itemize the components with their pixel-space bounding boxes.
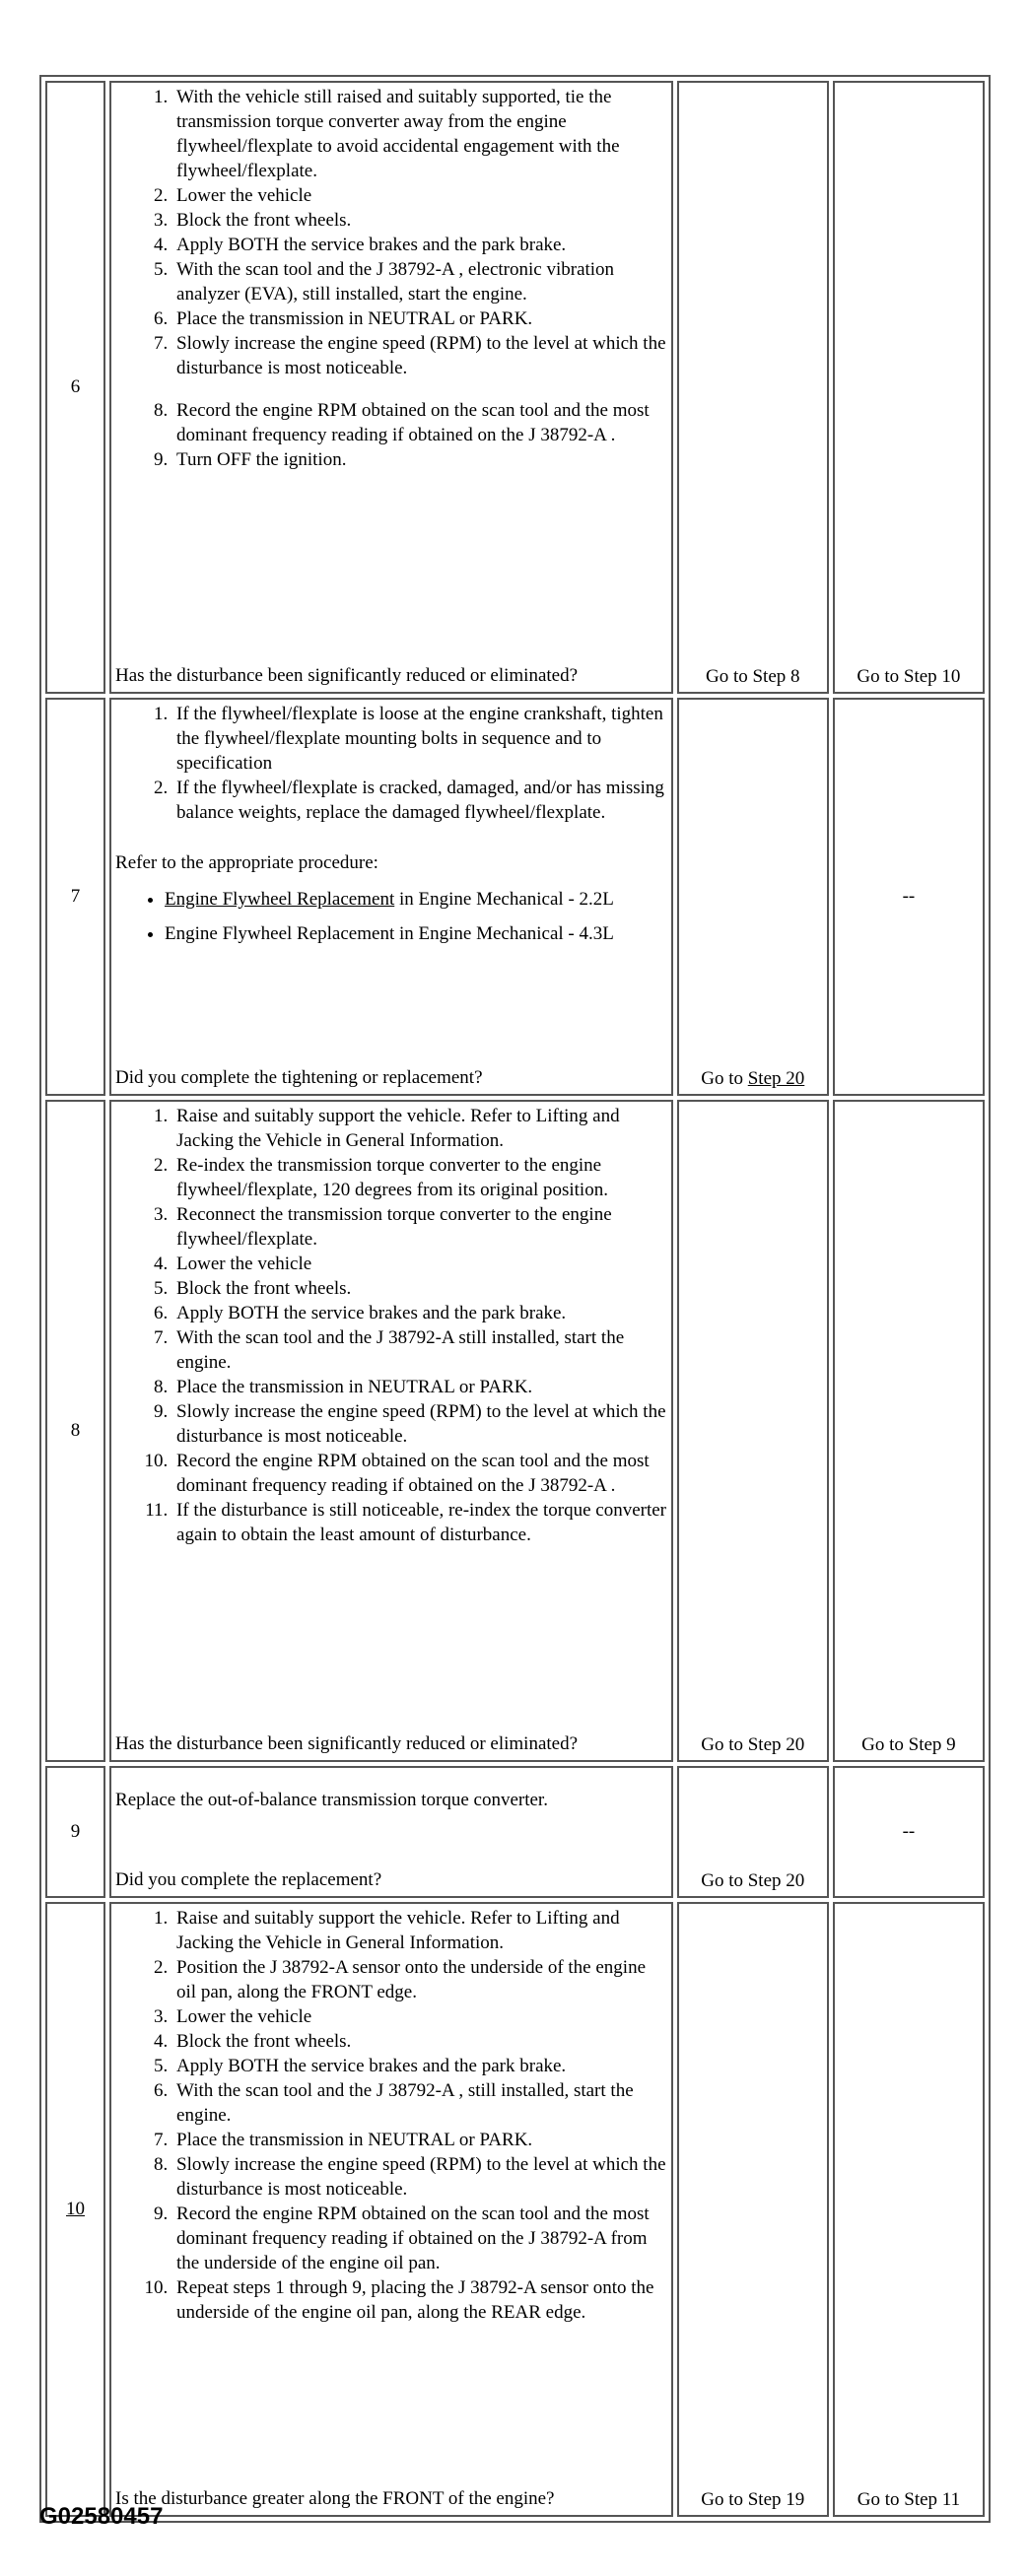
- list-item: 2. Position the J 38792-A sensor onto the underside of the engine oil pan, along the FRONT edge.: [172, 1955, 669, 2004]
- yes-cell: Go to Step 19: [677, 1902, 829, 2517]
- action-list: [115, 702, 669, 825]
- step-number: 7: [45, 698, 105, 1096]
- list-item: 3. Reconnect the transmission torque converter to the engine flywheel/flexplate.: [172, 1202, 669, 1252]
- step-number: 6: [45, 81, 105, 694]
- list-item: 10. Record the engine RPM obtained on the scan tool and the most dominant frequency reading if obtained on the J 38792-A .: [172, 1449, 669, 1498]
- question-text: Has the disturbance been significantly reduced or eliminated?: [115, 1733, 579, 1754]
- list-item: 5. Block the front wheels.: [172, 1276, 669, 1301]
- step-number: 9: [45, 1766, 105, 1898]
- refer-text: Refer to the appropriate procedure:: [115, 852, 378, 873]
- step-number: [45, 1902, 105, 2517]
- action-text: Replace the out-of-balance transmission torque converter.: [115, 1790, 548, 1810]
- list-item: 1. Raise and suitably support the vehicle. Refer to Lifting and Jacking the Vehicle in General Information.: [172, 1906, 669, 1955]
- list-item: 3. Block the front wheels.: [172, 208, 669, 233]
- list-item: 9. Record the engine RPM obtained on the scan tool and the most dominant frequency reading if obtained on the J 38792-A from the underside of the engine oil pan.: [172, 2202, 669, 2275]
- list-item: 4. Apply BOTH the service brakes and the park brake.: [172, 233, 669, 257]
- yes-cell: Go to Step 8: [677, 81, 829, 694]
- table-row-step-10: [45, 1902, 985, 2517]
- question-text: Is the disturbance greater along the FRONT of the engine?: [115, 2488, 555, 2509]
- list-item: • Engine Flywheel Replacement in Engine Mechanical - 2.2L: [165, 887, 669, 912]
- yes-cell: Go to Step 20: [677, 1100, 829, 1762]
- figure-id: G02580457: [39, 2503, 164, 2530]
- list-item: 6. Apply BOTH the service brakes and the park brake.: [172, 1301, 669, 1325]
- action-cell: [109, 698, 673, 1096]
- action-list: [115, 85, 669, 472]
- list-item: 7. With the scan tool and the J 38792-A still installed, start the engine.: [172, 1325, 669, 1375]
- diagnostic-table: [39, 75, 991, 2523]
- list-item: 5. Apply BOTH the service brakes and the park brake.: [172, 2054, 669, 2078]
- question-text: Did you complete the replacement?: [115, 1869, 382, 1890]
- list-item: • Engine Flywheel Replacement in Engine Mechanical - 4.3L: [165, 921, 669, 946]
- list-item: 5. With the scan tool and the J 38792-A , electronic vibration analyzer (EVA), still installed, start the engine.: [172, 257, 669, 306]
- list-item: 2. Lower the vehicle: [172, 183, 669, 208]
- list-item: 6. With the scan tool and the J 38792-A , still installed, start the engine.: [172, 2078, 669, 2128]
- list-item: 7. Place the transmission in NEUTRAL or PARK.: [172, 2128, 669, 2152]
- no-cell: --: [833, 698, 985, 1096]
- list-item: 1. If the flywheel/flexplate is loose at the engine crankshaft, tighten the flywheel/flexplate mounting bolts in sequence and to specification: [172, 702, 669, 776]
- list-item: 9. Slowly increase the engine speed (RPM) to the level at which the disturbance is most noticeable.: [172, 1399, 669, 1449]
- action-cell: [109, 81, 673, 694]
- step-number: 8: [45, 1100, 105, 1762]
- action-list: [115, 1906, 669, 2325]
- table-row-step-9: [45, 1766, 985, 1898]
- list-item: 1. With the vehicle still raised and suitably supported, tie the transmission torque converter away from the engine flywheel/flexplate to avoid accidental engagement with the flywheel/flexplate.: [172, 85, 669, 183]
- list-item: 8. Record the engine RPM obtained on the scan tool and the most dominant frequency reading if obtained on the J 38792-A .: [172, 398, 669, 447]
- list-item: 4. Lower the vehicle: [172, 1252, 669, 1276]
- list-item: 7. Slowly increase the engine speed (RPM) to the level at which the disturbance is most noticeable.: [172, 331, 669, 380]
- action-cell: [109, 1766, 673, 1898]
- no-cell: Go to Step 11: [833, 1902, 985, 2517]
- no-cell: --: [833, 1766, 985, 1898]
- list-item: 1. Raise and suitably support the vehicle. Refer to Lifting and Jacking the Vehicle in General Information.: [172, 1104, 669, 1153]
- action-list: [115, 1104, 669, 1547]
- list-item: 3. Lower the vehicle: [172, 2004, 669, 2029]
- procedure-list: [115, 887, 669, 946]
- no-cell: Go to Step 9: [833, 1100, 985, 1762]
- no-cell: Go to Step 10: [833, 81, 985, 694]
- step-link[interactable]: Step 20: [747, 1068, 805, 1089]
- table-row-step-7: [45, 698, 985, 1096]
- question-text: Has the disturbance been significantly reduced or eliminated?: [115, 665, 579, 686]
- list-item: 8. Place the transmission in NEUTRAL or PARK.: [172, 1375, 669, 1399]
- list-item: 2. Re-index the transmission torque converter to the engine flywheel/flexplate, 120 degrees from its original position.: [172, 1153, 669, 1202]
- action-cell: [109, 1100, 673, 1762]
- yes-cell: Go to Step 20: [677, 698, 829, 1096]
- list-item: 11. If the disturbance is still noticeable, re-index the torque converter again to obtain the least amount of disturbance.: [172, 1498, 669, 1547]
- list-item: 6. Place the transmission in NEUTRAL or PARK.: [172, 306, 669, 331]
- procedure-link[interactable]: Engine Flywheel Replacement: [165, 889, 395, 910]
- list-item: 9. Turn OFF the ignition.: [172, 447, 669, 472]
- step-link[interactable]: 10: [66, 2199, 85, 2219]
- question-text: Did you complete the tightening or replacement?: [115, 1067, 483, 1088]
- yes-cell: Go to Step 20: [677, 1766, 829, 1898]
- list-item: 2. If the flywheel/flexplate is cracked, damaged, and/or has missing balance weights, replace the damaged flywheel/flexplate.: [172, 776, 669, 825]
- list-item: 8. Slowly increase the engine speed (RPM) to the level at which the disturbance is most noticeable.: [172, 2152, 669, 2202]
- list-item: 10. Repeat steps 1 through 9, placing the J 38792-A sensor onto the underside of the engine oil pan, along the REAR edge.: [172, 2275, 669, 2325]
- table-row-step-8: [45, 1100, 985, 1762]
- action-cell: [109, 1902, 673, 2517]
- list-item: 4. Block the front wheels.: [172, 2029, 669, 2054]
- table-row-step-6: [45, 81, 985, 694]
